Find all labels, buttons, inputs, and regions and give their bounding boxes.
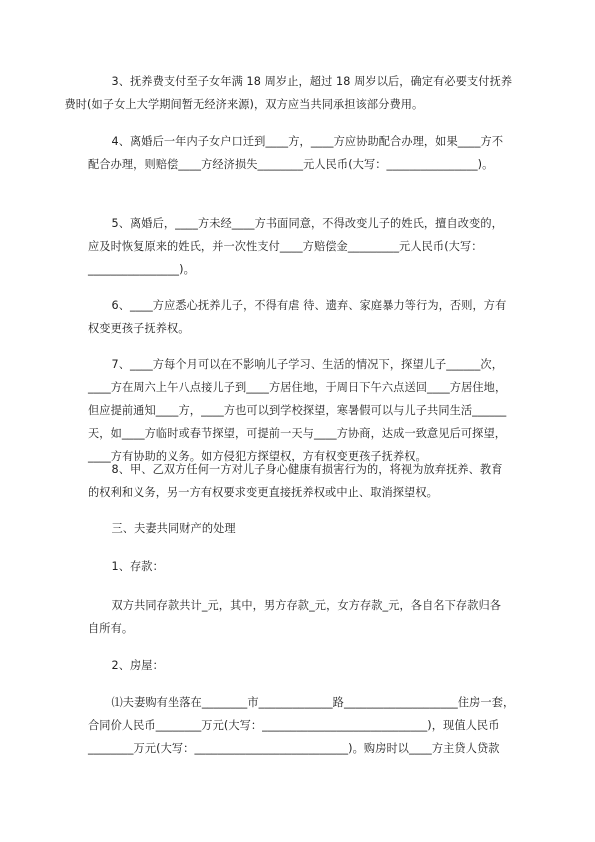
text-line: 7、____方每个月可以在不影响儿子学习、生活的情况下，探望儿子______次，	[111, 358, 504, 371]
text-line: ________万元(大写：___________________________)。购房时以____方主贷人贷款	[88, 742, 500, 755]
text-line: ____方在周六上午八点接儿子到____方居住地，于周日下午六点送回____方居住地，	[88, 381, 507, 394]
text-line: 双方共同存款共计_元，其中，男方存款_元，女方存款_元，各自名下存款归各	[111, 599, 502, 612]
text-line: 自所有。	[88, 622, 134, 635]
text-line: 5、离婚后，____方未经____方书面同意，不得改变儿子的姓氏，擅自改变的，	[111, 217, 503, 230]
text-line: 8、甲、乙双方任何一方对儿子身心健康有损害行为的，将视为放弃抚养、教育	[111, 463, 503, 476]
text-line: 合同价人民币________万元(大写：_____________________________)，现值人民币	[88, 719, 500, 732]
text-line: 4、离婚后一年内子女户口迁到____方，____方应协助配合办理，如果____方不	[111, 135, 504, 148]
text-line: 权变更孩子抚养权。	[88, 322, 190, 335]
subheading-housing	[88, 654, 513, 677]
section-heading-joint-property	[88, 517, 513, 540]
paragraph-housing-detail	[88, 691, 513, 760]
paragraph-3-child-support-duration	[64, 70, 513, 116]
paragraph-4-household-registration	[88, 130, 513, 176]
subheading-deposits	[88, 555, 513, 578]
text-line: 2、房屋：	[111, 659, 164, 672]
text-line: ________________)。	[88, 263, 195, 276]
paragraph-7-visitation	[88, 353, 513, 468]
text-line: 天，如____方临时或春节探望，可提前一天与____方协商，达成一致意见后可探望，	[88, 427, 507, 440]
text-line: 配合办理，则赔偿____方经济损失________元人民币(大写：________________)。	[88, 158, 494, 171]
text-line: 1、存款：	[111, 560, 164, 573]
text-line: 应及时恢复原来的姓氏，并一次性支付____方赔偿金_________元人民币(大写：	[88, 240, 483, 253]
text-line: 3、抚养费支付至子女年满 18 周岁止，超过 18 周岁以后，确定有必要支付抚养	[111, 75, 513, 88]
text-line: ____方有协助的义务。如方侵犯方探望权，方有权变更孩子抚养权。	[88, 450, 427, 463]
text-line: 的权利和义务，另一方有权要求变更直接抚养权或中止、取消探望权。	[88, 486, 438, 499]
text-line: 费时(如子女上大学期间暂无经济来源)，双方应当共同承担该部分费用。	[64, 98, 424, 111]
text-line: 但应提前通知____方，____方也可以到学校探望，寒暑假可以与儿子共同生活______	[88, 404, 507, 417]
paragraph-8-harm-to-child	[88, 458, 513, 504]
paragraph-6-custody-care	[88, 294, 513, 340]
text-line: ⑴夫妻购有坐落在________市_____________路____________________住房一套，	[111, 696, 515, 709]
text-line: 6、____方应悉心抚养儿子，不得有虐 待、遗弃、家庭暴力等行为，否则，方有	[111, 299, 507, 312]
paragraph-deposits-detail	[88, 594, 513, 640]
paragraph-5-surname	[88, 212, 513, 281]
text-line: 三、夫妻共同财产的处理	[111, 522, 236, 535]
